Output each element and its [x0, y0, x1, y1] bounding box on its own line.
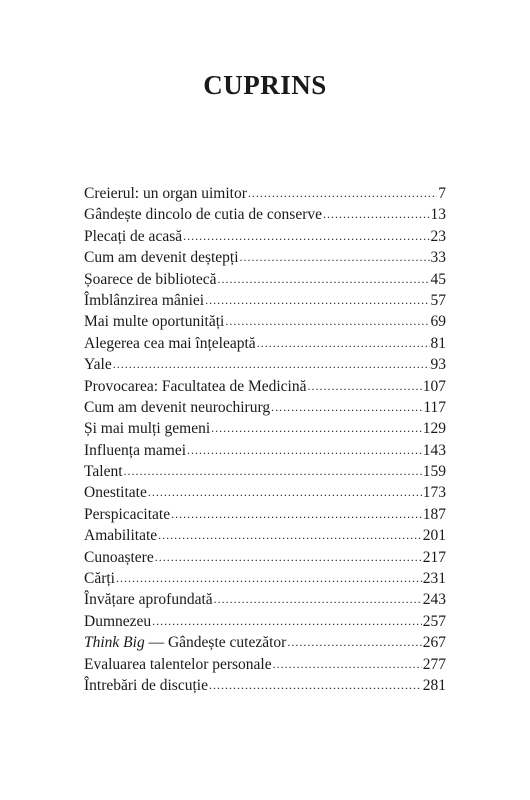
toc-entry	[84, 247, 446, 268]
toc-entry-label: Întrebări de discuție	[84, 676, 208, 694]
toc-entry	[84, 397, 446, 418]
page-title: CUPRINS	[203, 70, 327, 100]
toc-entry-page: 143	[422, 441, 446, 459]
toc-entry-label: Yale	[84, 356, 112, 374]
toc-leader-dots	[124, 460, 422, 482]
toc-leader-dots	[152, 610, 422, 632]
toc-leader-dots	[273, 653, 422, 675]
toc-entry-label: Mai multe oportunități	[84, 313, 225, 331]
toc-entry-label-rest: — Gândește cutezător	[144, 634, 287, 652]
toc-leader-dots	[148, 481, 422, 503]
toc-entry	[84, 183, 446, 204]
table-of-contents	[84, 183, 446, 696]
toc-entry-page: 277	[422, 655, 446, 673]
toc-entry-label: Dumnezeu	[84, 612, 152, 630]
toc-entry-label: Evaluarea talentelor personale	[84, 655, 272, 673]
toc-entry-page: 257	[422, 612, 446, 630]
toc-entry-page: 93	[430, 356, 446, 374]
toc-entry-label: Talent	[84, 463, 123, 481]
toc-entry	[84, 269, 446, 290]
toc-entry-page: 159	[422, 463, 446, 481]
toc-leader-dots	[205, 289, 429, 311]
toc-entry-label: Gândește dincolo de cutia de conserve	[84, 206, 323, 224]
toc-entry-label: Plecați de acasă	[84, 227, 183, 245]
toc-entry-page: 281	[422, 676, 446, 694]
toc-leader-dots	[209, 674, 422, 696]
toc-leader-dots	[271, 396, 422, 418]
toc-leader-dots	[225, 310, 429, 332]
toc-entry-page: 117	[423, 398, 446, 416]
toc-entry-page: 217	[422, 548, 446, 566]
toc-leader-dots	[248, 182, 437, 204]
toc-entry-label: Amabilitate	[84, 527, 158, 545]
toc-leader-dots	[287, 631, 421, 653]
toc-entry-label: Influența mamei	[84, 441, 186, 459]
toc-entry	[84, 461, 446, 482]
toc-leader-dots	[183, 225, 429, 247]
toc-entry	[84, 290, 446, 311]
toc-entry-page: 173	[422, 484, 446, 502]
toc-entry-label: Provocarea: Facultatea de Medicină	[84, 377, 307, 395]
toc-leader-dots	[171, 503, 422, 525]
toc-entry-page: 243	[422, 591, 446, 609]
toc-entry-page: 231	[422, 570, 446, 588]
toc-entry-page: 7	[438, 185, 446, 202]
toc-leader-dots	[323, 203, 429, 225]
toc-entry-page: 187	[422, 505, 446, 523]
toc-entry-label: Îmblânzirea mâniei	[84, 291, 205, 309]
toc-leader-dots	[308, 375, 422, 397]
toc-entry-page: 13	[430, 206, 446, 224]
toc-leader-dots	[113, 353, 430, 375]
toc-entry-page: 81	[430, 334, 446, 352]
toc-entry	[84, 376, 446, 397]
toc-entry-label: Cum am devenit deștepți	[84, 249, 239, 267]
toc-leader-dots	[116, 567, 422, 589]
toc-entry	[84, 525, 446, 546]
toc-entry-label: Alegerea cea mai înțeleaptă	[84, 334, 256, 352]
toc-entry-label	[84, 632, 286, 653]
toc-entry-label: Creierul: un organ uimitor	[84, 185, 247, 202]
toc-entry	[84, 440, 446, 461]
toc-entry	[84, 354, 446, 375]
toc-entry	[84, 504, 446, 525]
toc-entry-label: Cunoaștere	[84, 548, 154, 566]
toc-leader-dots	[158, 524, 422, 546]
toc-entry-label: Cărți	[84, 570, 115, 588]
toc-entry	[84, 418, 446, 439]
toc-entry-label: Cum am devenit neurochirurg	[84, 398, 271, 416]
toc-entry	[84, 311, 446, 332]
toc-entry	[84, 675, 446, 696]
toc-leader-dots	[155, 546, 422, 568]
toc-leader-dots	[214, 588, 422, 610]
toc-entry	[84, 632, 446, 653]
toc-entry	[84, 226, 446, 247]
toc-entry-page: 267	[422, 634, 446, 652]
toc-entry-label-italic: Think Big	[84, 634, 145, 652]
toc-leader-dots	[211, 417, 422, 439]
toc-entry-page: 57	[430, 291, 446, 309]
toc-entry-page: 129	[422, 420, 446, 438]
toc-leader-dots	[218, 268, 430, 290]
toc-leader-dots	[257, 332, 430, 354]
toc-entry-page: 23	[430, 227, 446, 245]
toc-entry	[84, 482, 446, 503]
toc-entry	[84, 547, 446, 568]
toc-entry	[84, 204, 446, 225]
toc-entry-label: Șoarece de bibliotecă	[84, 270, 217, 288]
toc-leader-dots	[187, 439, 422, 461]
toc-leader-dots	[240, 246, 430, 268]
toc-entry-page: 201	[422, 527, 446, 545]
toc-entry-label: Onestitate	[84, 484, 147, 502]
toc-entry-label: Și mai mulți gemeni	[84, 420, 211, 438]
toc-entry	[84, 568, 446, 589]
toc-entry	[84, 654, 446, 675]
toc-entry-page: 69	[430, 313, 446, 331]
toc-entry-page: 33	[430, 249, 446, 267]
toc-entry	[84, 333, 446, 354]
toc-entry-label: Perspicacitate	[84, 505, 171, 523]
toc-entry-page: 107	[422, 377, 446, 395]
toc-entry	[84, 611, 446, 632]
toc-entry	[84, 589, 446, 610]
toc-entry-page: 45	[430, 270, 446, 288]
toc-entry-label: Învățare aprofundată	[84, 591, 213, 609]
